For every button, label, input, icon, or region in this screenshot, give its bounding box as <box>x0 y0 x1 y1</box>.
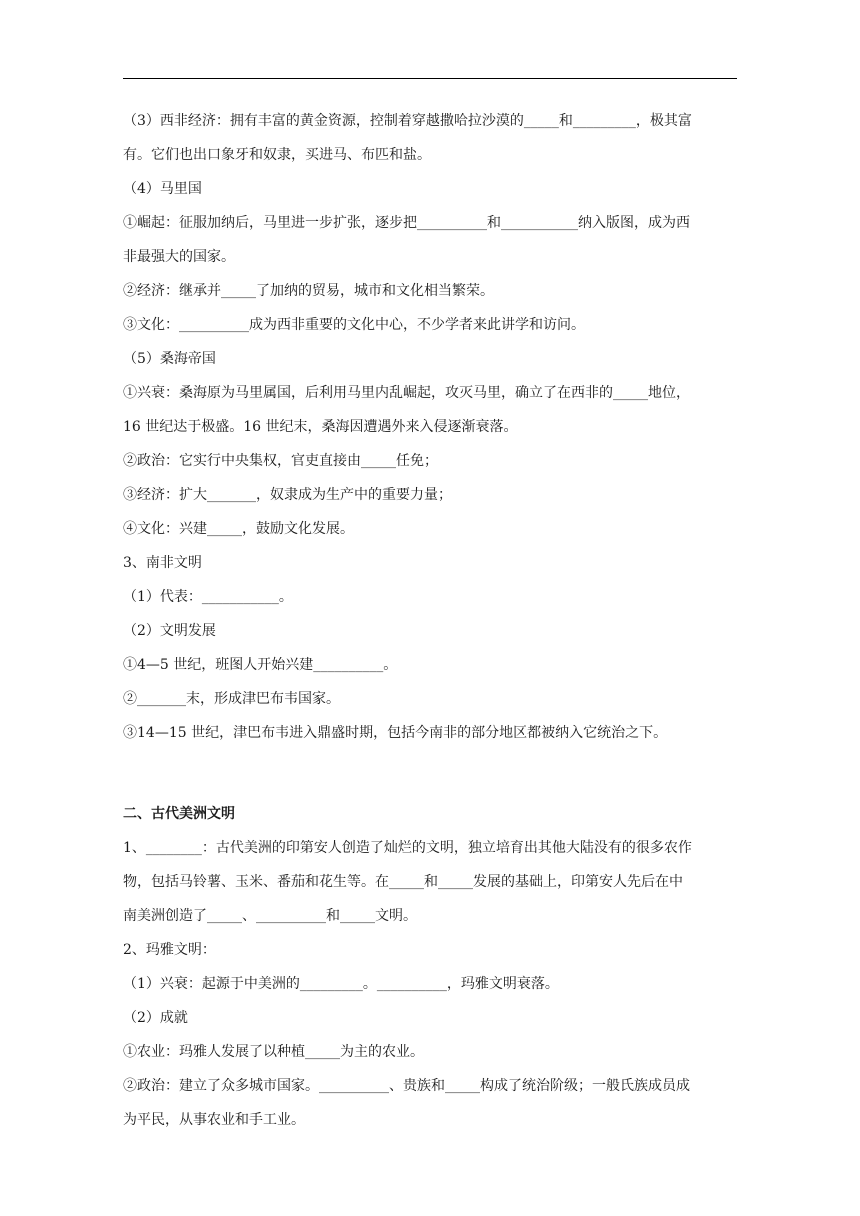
text-line: 有。它们也出口象牙和奴隶，买进马、布匹和盐。 <box>123 147 431 163</box>
text-line: ③14—15 世纪，津巴布韦进入鼎盛时期，包括今南非的部分地区都被纳入它统治之下。 <box>123 725 668 741</box>
section-ancient-americas <box>123 797 738 1137</box>
text-line: ②经济：继承并_____了加纳的贸易，城市和文化相当繁荣。 <box>123 283 494 299</box>
text-line: ②_______末，形成津巴布韦国家。 <box>123 691 340 707</box>
text-line: 1、________：古代美洲的印第安人创造了灿烂的文明，独立培育出其他大陆没有的很多农作 <box>123 840 692 856</box>
text-line: ④文化：兴建_____，鼓励文化发展。 <box>123 521 354 537</box>
document-body <box>123 104 738 1137</box>
section-spacer <box>123 750 738 797</box>
text-line: 16 世纪达于极盛。16 世纪末，桑海因遭遇外来入侵逐渐衰落。 <box>123 419 518 435</box>
text-line: 2、玛雅文明： <box>123 942 216 958</box>
text-line: ①崛起：征服加纳后，马里进一步扩张，逐步把__________和___________纳入版图，成为西 <box>123 215 690 231</box>
text-line: ②政治：建立了众多城市国家。__________、贵族和_____构成了统治阶级；一般氏族成员成 <box>123 1078 690 1094</box>
text-line: 非最强大的国家。 <box>123 249 235 265</box>
text-line: ①兴衰：桑海原为马里属国，后利用马里内乱崛起，攻灭马里，确立了在西非的_____地位， <box>123 385 690 401</box>
text-line: （2）成就 <box>123 1010 188 1026</box>
text-line: （1）兴衰：起源于中美洲的_________。__________，玛雅文明衰落。 <box>123 976 559 992</box>
text-line: 3、南非文明 <box>123 555 202 571</box>
text-line: 南美洲创造了_____、__________和_____文明。 <box>123 908 417 924</box>
text-line: （5）桑海帝国 <box>123 351 216 367</box>
text-line: （3）西非经济：拥有丰富的黄金资源，控制着穿越撒哈拉沙漠的_____和_________，极其富 <box>123 113 692 129</box>
text-line: ①4—5 世纪，班图人开始兴建__________。 <box>123 657 398 673</box>
text-line: （2）文明发展 <box>123 623 216 639</box>
text-line: 为平民，从事农业和手工业。 <box>123 1112 305 1128</box>
text-line: （1）代表：___________。 <box>123 589 293 605</box>
text-line: （4）马里国 <box>123 181 202 197</box>
text-line: ③文化：__________成为西非重要的文化中心，不少学者来此讲学和访问。 <box>123 317 585 333</box>
text-line: ①农业：玛雅人发展了以种植_____为主的农业。 <box>123 1044 424 1060</box>
section-heading: 二、古代美洲文明 <box>123 806 235 822</box>
text-line: ③经济：扩大_______，奴隶成为生产中的重要力量； <box>123 487 452 503</box>
text-line: 物，包括马铃薯、玉米、番茄和花生等。在_____和_____发展的基础上，印第安人先后在中 <box>123 874 683 890</box>
section-west-south-africa <box>123 104 738 750</box>
text-line: ②政治：它实行中央集权，官吏直接由_____任免； <box>123 453 438 469</box>
header-rule <box>123 78 737 79</box>
